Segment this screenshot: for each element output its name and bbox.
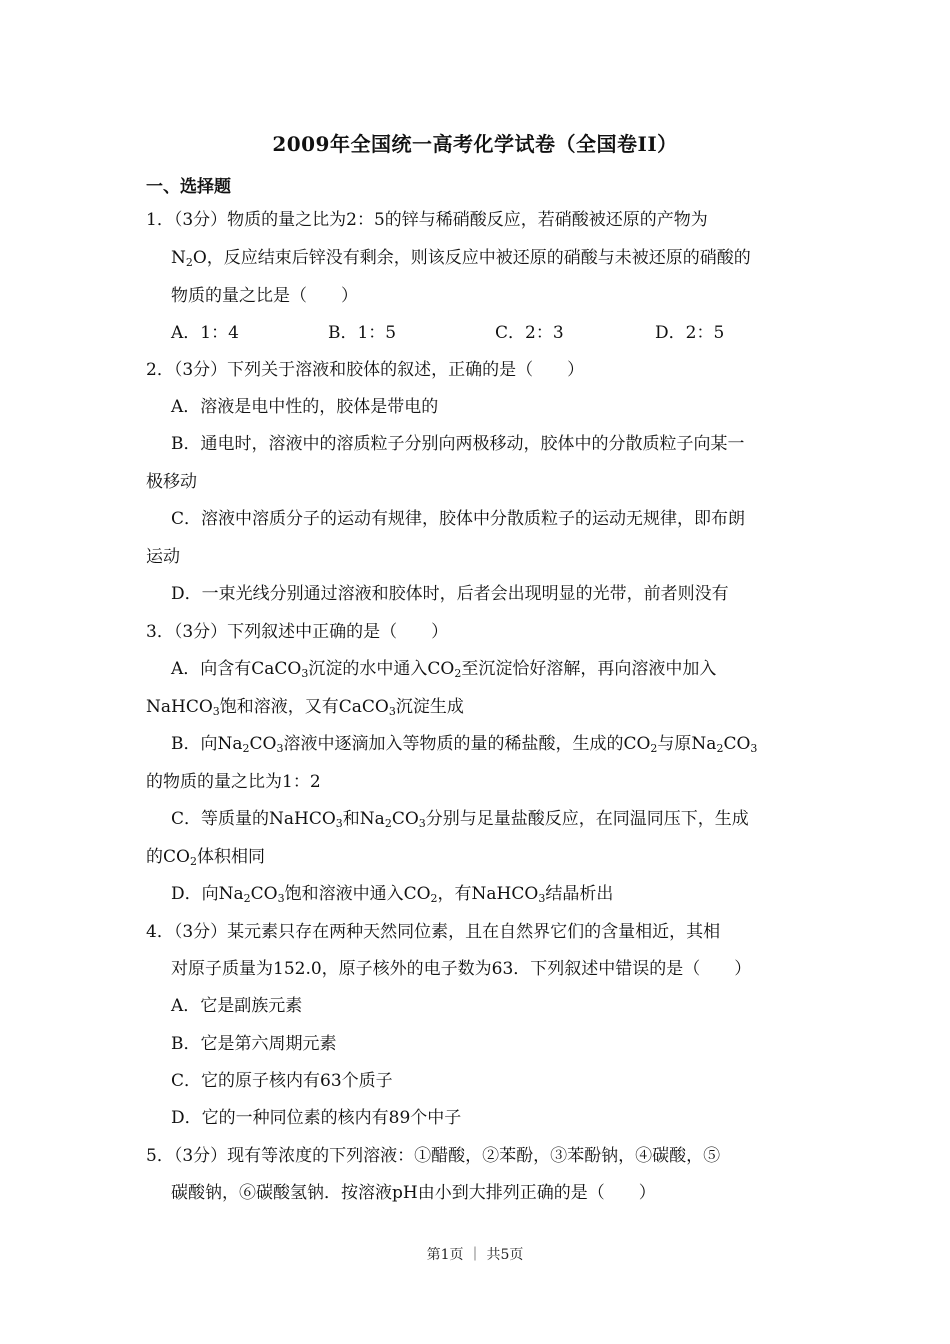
q1-line-2-a: N — [171, 248, 186, 268]
q1-option-d: D．2：5 — [655, 323, 725, 343]
q2-option-d: D．一束光线分别通过溶液和胶体时，后者会出现明显的光带，前者则没有 — [171, 584, 729, 604]
q1-line-2-sub: 2 — [185, 256, 193, 269]
q3-option-c-line-1: C．等质量的NaHCO$_3$和$Na_2CO_3$分别与足量盐酸反应，在同温同压下，生成 — [171, 809, 749, 830]
q1-line-2-b: O，反应结束后锌没有剩余，则该反应中被还原的硝酸与未被还原的硝酸的 — [192, 248, 751, 268]
q2-option-b-line-1: B．通电时，溶液中的溶质粒子分别向两极移动，胶体中的分散质粒子向某一 — [171, 434, 745, 454]
q3-option-b-line-2: 的物质的量之比为1：2 — [146, 772, 321, 792]
q2-line-1: 2．（3分）下列关于溶液和胶体的叙述，正确的是（ ） — [146, 360, 585, 380]
q2-option-b-line-2: 极移动 — [146, 472, 197, 492]
q3-option-a-line-1: A．向含有CaCO$_3$沉淀的水中通入$CO_2$至沉淀恰好溶解，再向溶液中加入 — [171, 659, 717, 680]
q3-option-a-line-2: NaHCO$_3$饱和溶液，又有CaCO$_3$沉淀生成 — [146, 697, 464, 718]
q4-line-1: 4．（3分）某元素只存在两种天然同位素，且在自然界它们的含量相近，其相 — [146, 922, 721, 942]
q4-option-d: D．它的一种同位素的核内有89个中子 — [171, 1108, 462, 1128]
q1-line-2 — [171, 246, 751, 270]
q2-option-c-line-2: 运动 — [146, 547, 180, 567]
q1-line-3: 物质的量之比是（ ） — [171, 286, 358, 306]
q4-line-2: 对原子质量为152.0，原子核外的电子数为63．下列叙述中错误的是（ ） — [171, 959, 752, 979]
q3-option-b-line-1: B．向$Na_2CO_3$溶液中逐滴加入等物质的量的稀盐酸，生成的$CO_2$与原$Na_2CO_3$ — [171, 734, 758, 755]
q4-option-a: A．它是副族元素 — [171, 996, 303, 1016]
q3-line-1: 3．（3分）下列叙述中正确的是（ ） — [146, 622, 449, 642]
q4-option-c: C．它的原子核内有63个质子 — [171, 1071, 393, 1091]
q1-option-a: A．1：4 — [171, 323, 239, 343]
q1-option-b: B．1：5 — [328, 323, 397, 343]
q5-line-2: 碳酸钠，⑥碳酸氢钠．按溶液pH由小到大排列正确的是（ ） — [171, 1183, 656, 1203]
q1-option-c: C．2：3 — [495, 323, 564, 343]
q3-option-d: D．向$Na_2CO_3$饱和溶液中通入$CO_2$，有NaHCO$_3$结晶析出 — [171, 884, 614, 905]
page-title: 2009年全国统一高考化学试卷（全国卷II） — [272, 132, 678, 156]
section-heading: 一、选择题 — [146, 177, 231, 197]
q2-option-a: A．溶液是电中性的，胶体是带电的 — [171, 397, 439, 417]
page-footer: 第1页 ｜ 共5页 — [426, 1247, 524, 1263]
q5-line-1: 5．（3分）现有等浓度的下列溶液：①醋酸，②苯酚，③苯酚钠，④碳酸，⑤ — [146, 1146, 721, 1166]
q3-option-c-line-2: 的$CO_2$体积相同 — [146, 847, 265, 868]
q2-option-c-line-1: C．溶液中溶质分子的运动有规律，胶体中分散质粒子的运动无规律，即布朗 — [171, 509, 746, 529]
q1-line-1: 1．（3分）物质的量之比为2：5的锌与稀硝酸反应，若硝酸被还原的产物为 — [146, 210, 708, 230]
q4-option-b: B．它是第六周期元素 — [171, 1034, 337, 1054]
